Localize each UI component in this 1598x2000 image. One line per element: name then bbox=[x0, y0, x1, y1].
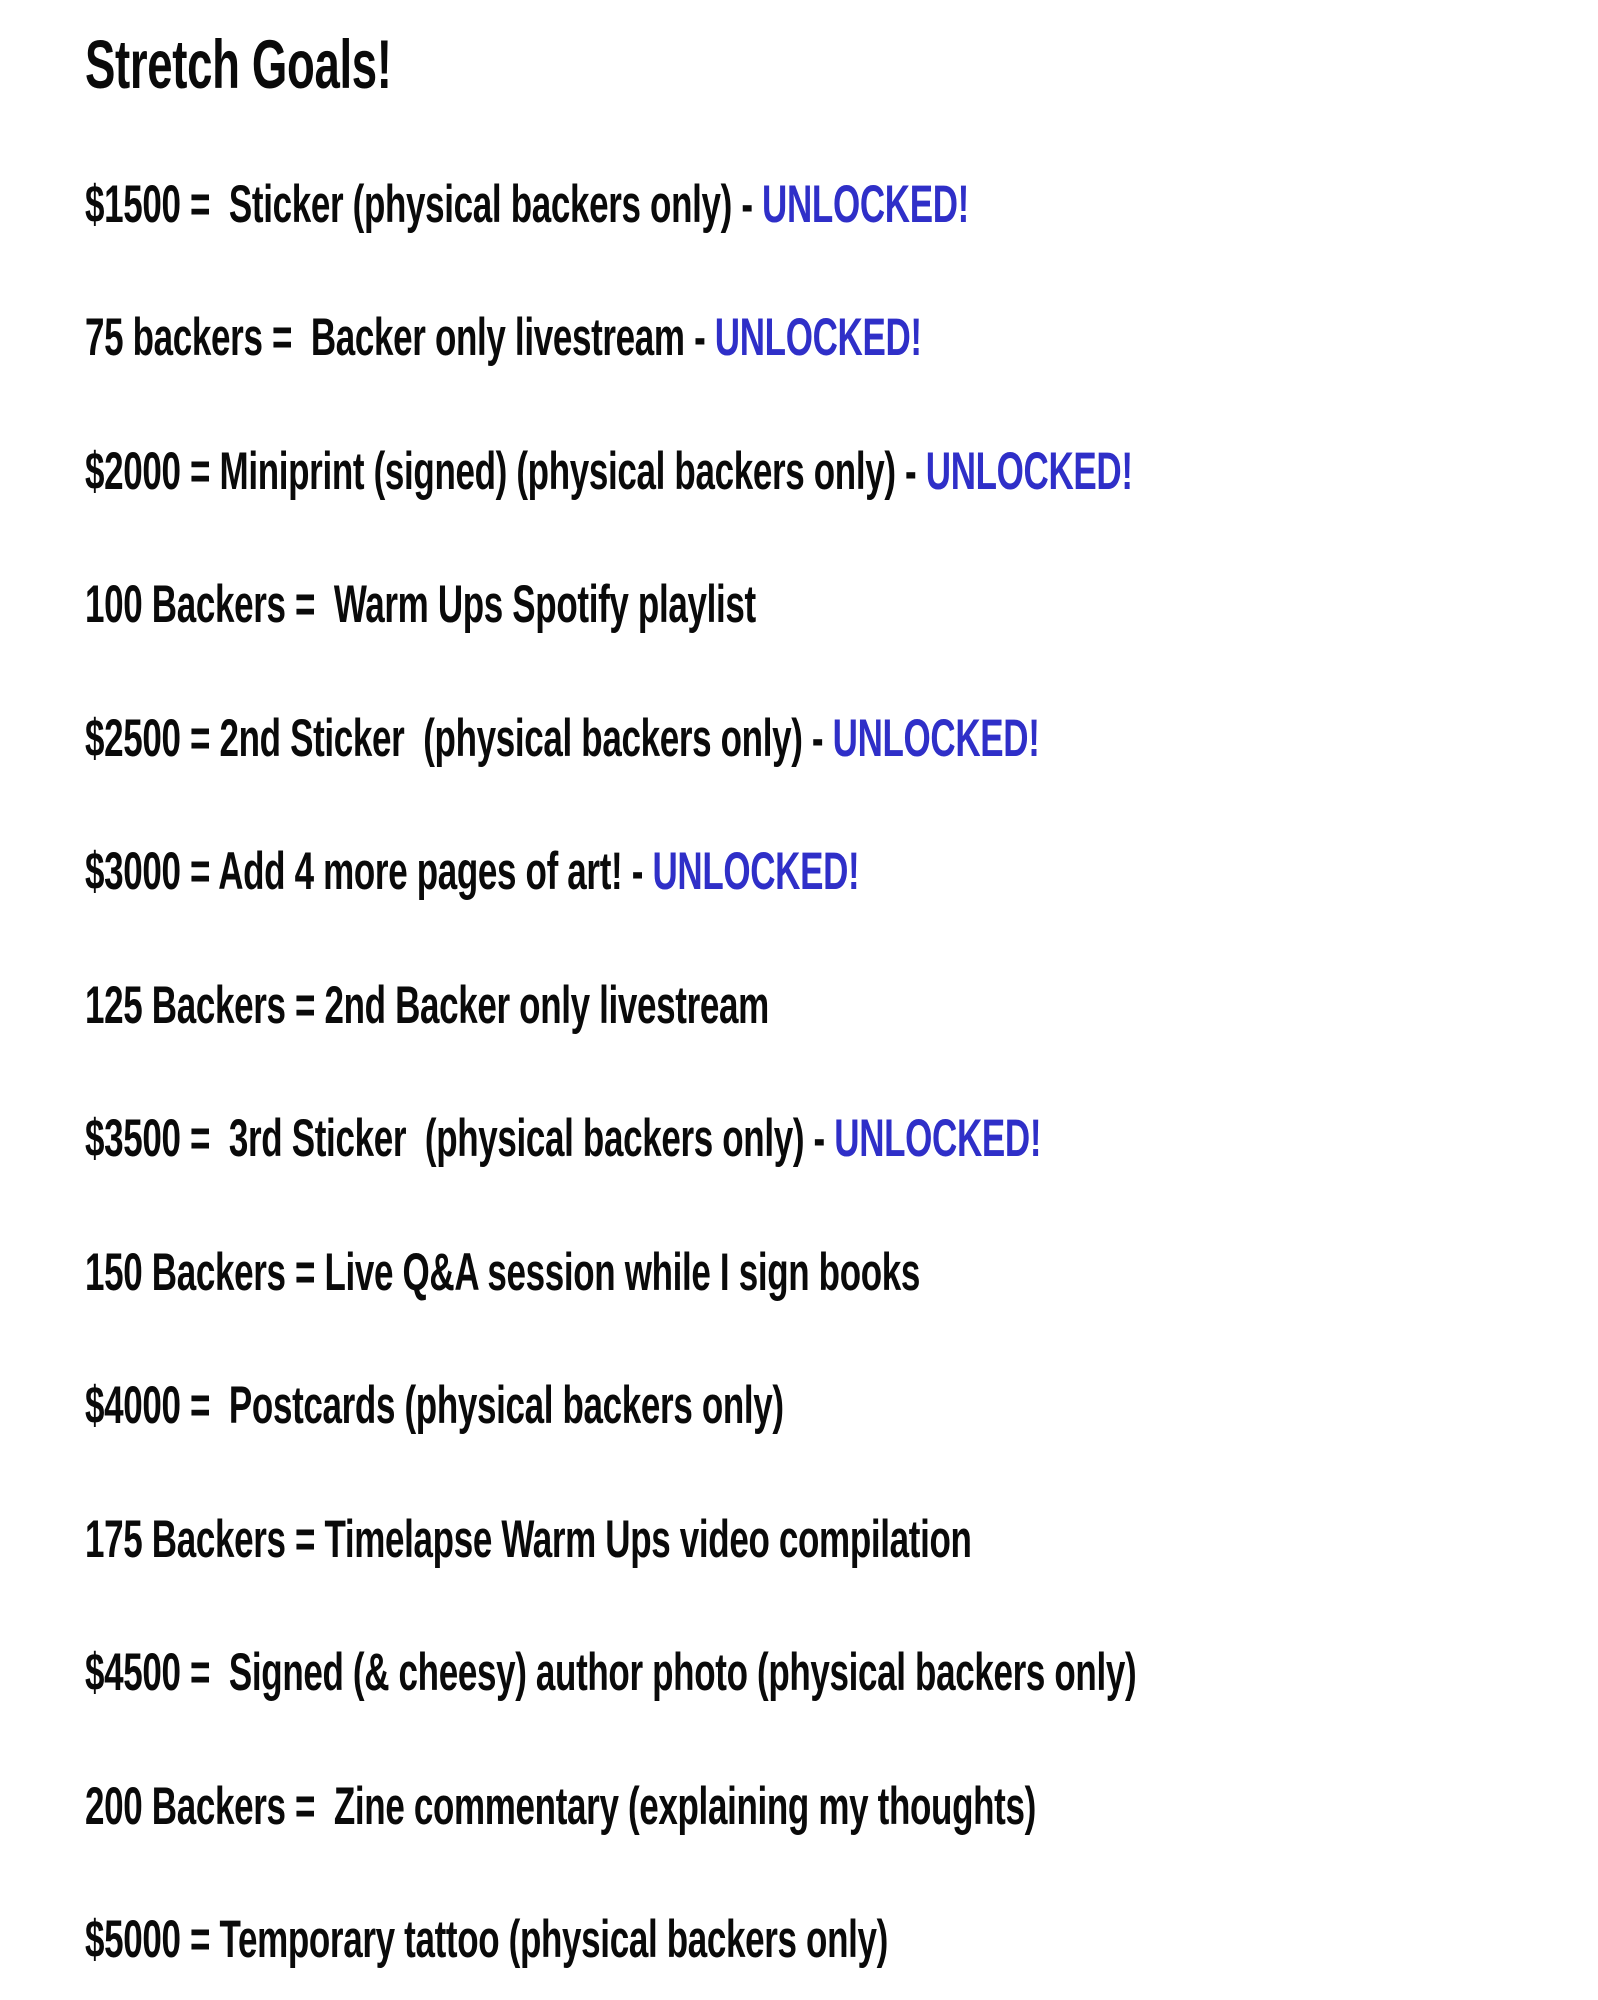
goal-reward: 3rd Sticker (physical backers only) bbox=[228, 1109, 805, 1168]
goal-threshold: 150 Backers bbox=[85, 1243, 286, 1302]
goal-row bbox=[85, 709, 1040, 768]
goal-row bbox=[85, 1109, 1042, 1168]
goal-separator: = bbox=[180, 175, 229, 234]
goal-row bbox=[85, 842, 860, 901]
goal-dash: - bbox=[802, 709, 833, 768]
goal-threshold: $4500 bbox=[85, 1643, 181, 1702]
goal-reward: Backer only livestream bbox=[310, 308, 685, 367]
goal-reward: Postcards (physical backers only) bbox=[228, 1376, 784, 1435]
goal-reward: Sticker (physical backers only) bbox=[228, 175, 732, 234]
goal-row bbox=[85, 175, 969, 234]
goal-separator: = bbox=[180, 1910, 220, 1969]
goal-reward: Miniprint (signed) (physical backers only) bbox=[219, 442, 896, 501]
goal-reward: Temporary tattoo (physical backers only) bbox=[219, 1910, 888, 1969]
goal-dash: - bbox=[684, 308, 715, 367]
unlocked-status: UNLOCKED! bbox=[834, 1109, 1042, 1168]
goal-threshold: $3500 bbox=[85, 1109, 181, 1168]
goal-row bbox=[85, 1643, 1137, 1702]
goal-dash: - bbox=[622, 842, 653, 901]
goal-dash: - bbox=[895, 442, 926, 501]
unlocked-status: UNLOCKED! bbox=[925, 442, 1133, 501]
goal-threshold: $2500 bbox=[85, 709, 181, 768]
goal-separator: = bbox=[262, 308, 311, 367]
goal-row bbox=[85, 1777, 1036, 1836]
goal-threshold: 100 Backers bbox=[85, 575, 286, 634]
goal-reward: 2nd Backer only livestream bbox=[324, 976, 769, 1035]
goal-separator: = bbox=[180, 842, 219, 901]
goal-reward: Signed (& cheesy) author photo (physical backers only) bbox=[228, 1643, 1137, 1702]
goal-row bbox=[85, 442, 1133, 501]
goal-reward: Zine commentary (explaining my thoughts) bbox=[333, 1777, 1036, 1836]
goal-threshold: 200 Backers bbox=[85, 1777, 286, 1836]
goal-threshold: $2000 bbox=[85, 442, 181, 501]
goal-separator: = bbox=[180, 1109, 229, 1168]
goal-dash: - bbox=[731, 175, 763, 234]
goal-separator: = bbox=[285, 575, 334, 634]
goal-threshold: $1500 bbox=[85, 175, 181, 234]
goal-threshold: $5000 bbox=[85, 1910, 181, 1969]
goal-threshold: 125 Backers bbox=[85, 976, 286, 1035]
unlocked-status: UNLOCKED! bbox=[762, 175, 969, 234]
goal-reward: 2nd Sticker (physical backers only) bbox=[219, 709, 803, 768]
goal-separator: = bbox=[180, 442, 220, 501]
goal-separator: = bbox=[285, 1243, 325, 1302]
goal-reward: Live Q&A session while I sign books bbox=[324, 1243, 921, 1302]
goal-threshold: 175 Backers bbox=[85, 1510, 286, 1569]
goal-row bbox=[85, 1376, 784, 1435]
unlocked-status: UNLOCKED! bbox=[652, 842, 860, 901]
goal-dash: - bbox=[804, 1109, 835, 1168]
goal-separator: = bbox=[285, 1777, 334, 1836]
goal-separator: = bbox=[180, 709, 220, 768]
goal-reward: Warm Ups Spotify playlist bbox=[333, 575, 756, 634]
goal-threshold: 75 backers bbox=[85, 308, 263, 367]
unlocked-status: UNLOCKED! bbox=[714, 308, 922, 367]
goal-row bbox=[85, 1510, 972, 1569]
goal-row bbox=[85, 1910, 888, 1969]
goal-threshold: $3000 bbox=[85, 842, 181, 901]
goal-row bbox=[85, 308, 922, 367]
page-title: Stretch Goals! bbox=[85, 26, 392, 103]
goal-row bbox=[85, 575, 756, 634]
goal-reward: Timelapse Warm Ups video compilation bbox=[324, 1510, 972, 1569]
goal-separator: = bbox=[180, 1376, 229, 1435]
goal-row bbox=[85, 976, 769, 1035]
unlocked-status: UNLOCKED! bbox=[832, 709, 1040, 768]
goal-separator: = bbox=[285, 1510, 325, 1569]
goal-reward: Add 4 more pages of art! bbox=[218, 842, 623, 901]
goal-row bbox=[85, 1243, 921, 1302]
goal-threshold: $4000 bbox=[85, 1376, 181, 1435]
goal-separator: = bbox=[285, 976, 325, 1035]
goal-separator: = bbox=[180, 1643, 229, 1702]
